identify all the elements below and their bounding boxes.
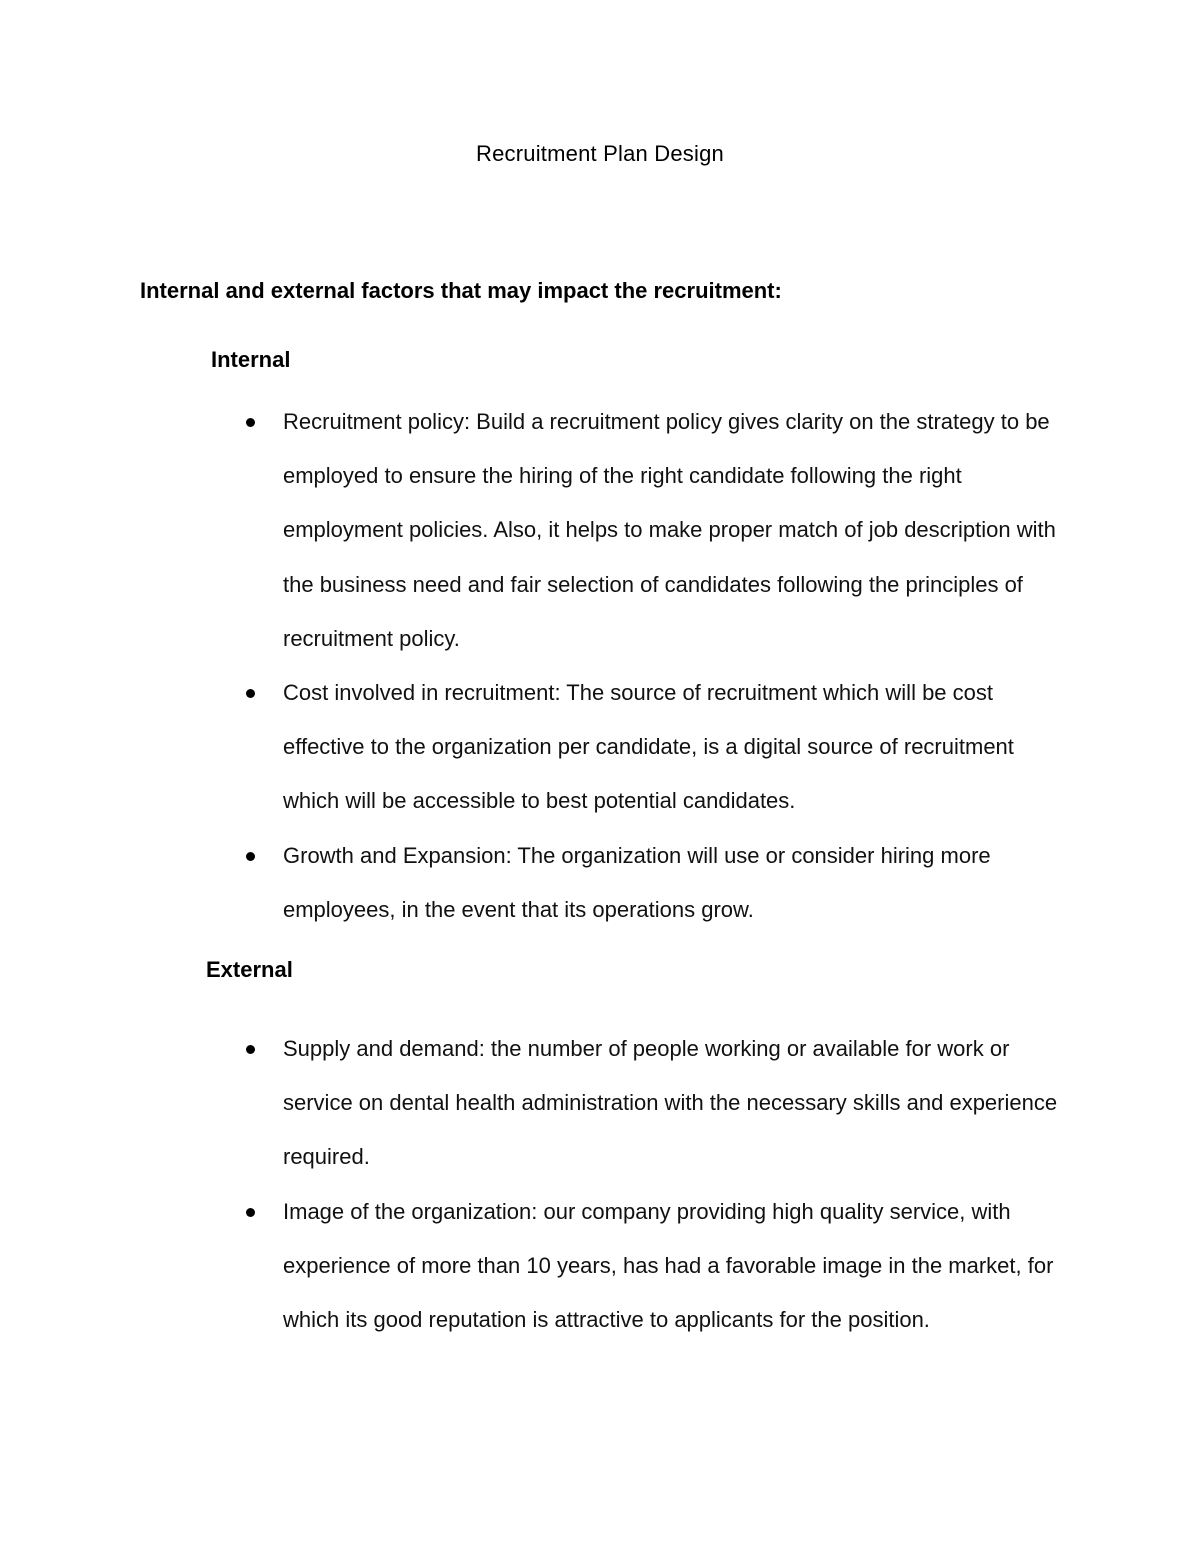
bullet-icon — [246, 689, 255, 698]
list-item — [240, 395, 1070, 666]
bullet-icon — [246, 1208, 255, 1217]
list-item-text: Cost involved in recruitment: The source of recruitment which will be cost effective to the organization per candidate, is a digital source of recruitment which will be accessible to best potential candidates. — [283, 680, 1014, 814]
list-item-text: Recruitment policy: Build a recruitment policy gives clarity on the strategy to be employed to ensure the hiring of the right candidate following the right employment policies. Also, it helps to make proper match of job description with the business need and fair selection of candidates following the principles of recruitment policy. — [283, 409, 1056, 651]
internal-factors-list — [240, 395, 1070, 937]
page-title: Recruitment Plan Design — [476, 141, 724, 166]
list-item — [240, 1022, 1070, 1185]
bullet-icon — [246, 1045, 255, 1054]
bullet-icon — [246, 852, 255, 861]
list-item-text: Growth and Expansion: The organization will use or consider hiring more employees, in the event that its operations grow. — [283, 842, 991, 922]
subheading-external: External — [206, 957, 293, 982]
list-item — [240, 666, 1070, 829]
list-item-text: Supply and demand: the number of people working or available for work or service on dental health administration with the necessary skills and experience required. — [283, 1036, 1058, 1170]
section-heading-factors: Internal and external factors that may impact the recruitment: — [140, 278, 782, 303]
external-factors-list — [240, 1022, 1070, 1347]
subheading-internal: Internal — [211, 347, 291, 372]
list-item-text: Image of the organization: our company providing high quality service, with experience of more than 10 years, has had a favorable image in the market, for which its good reputation is attractive to applicants for the position. — [283, 1198, 1054, 1333]
list-item — [240, 829, 1070, 937]
list-item — [240, 1185, 1070, 1348]
bullet-icon — [246, 418, 255, 427]
